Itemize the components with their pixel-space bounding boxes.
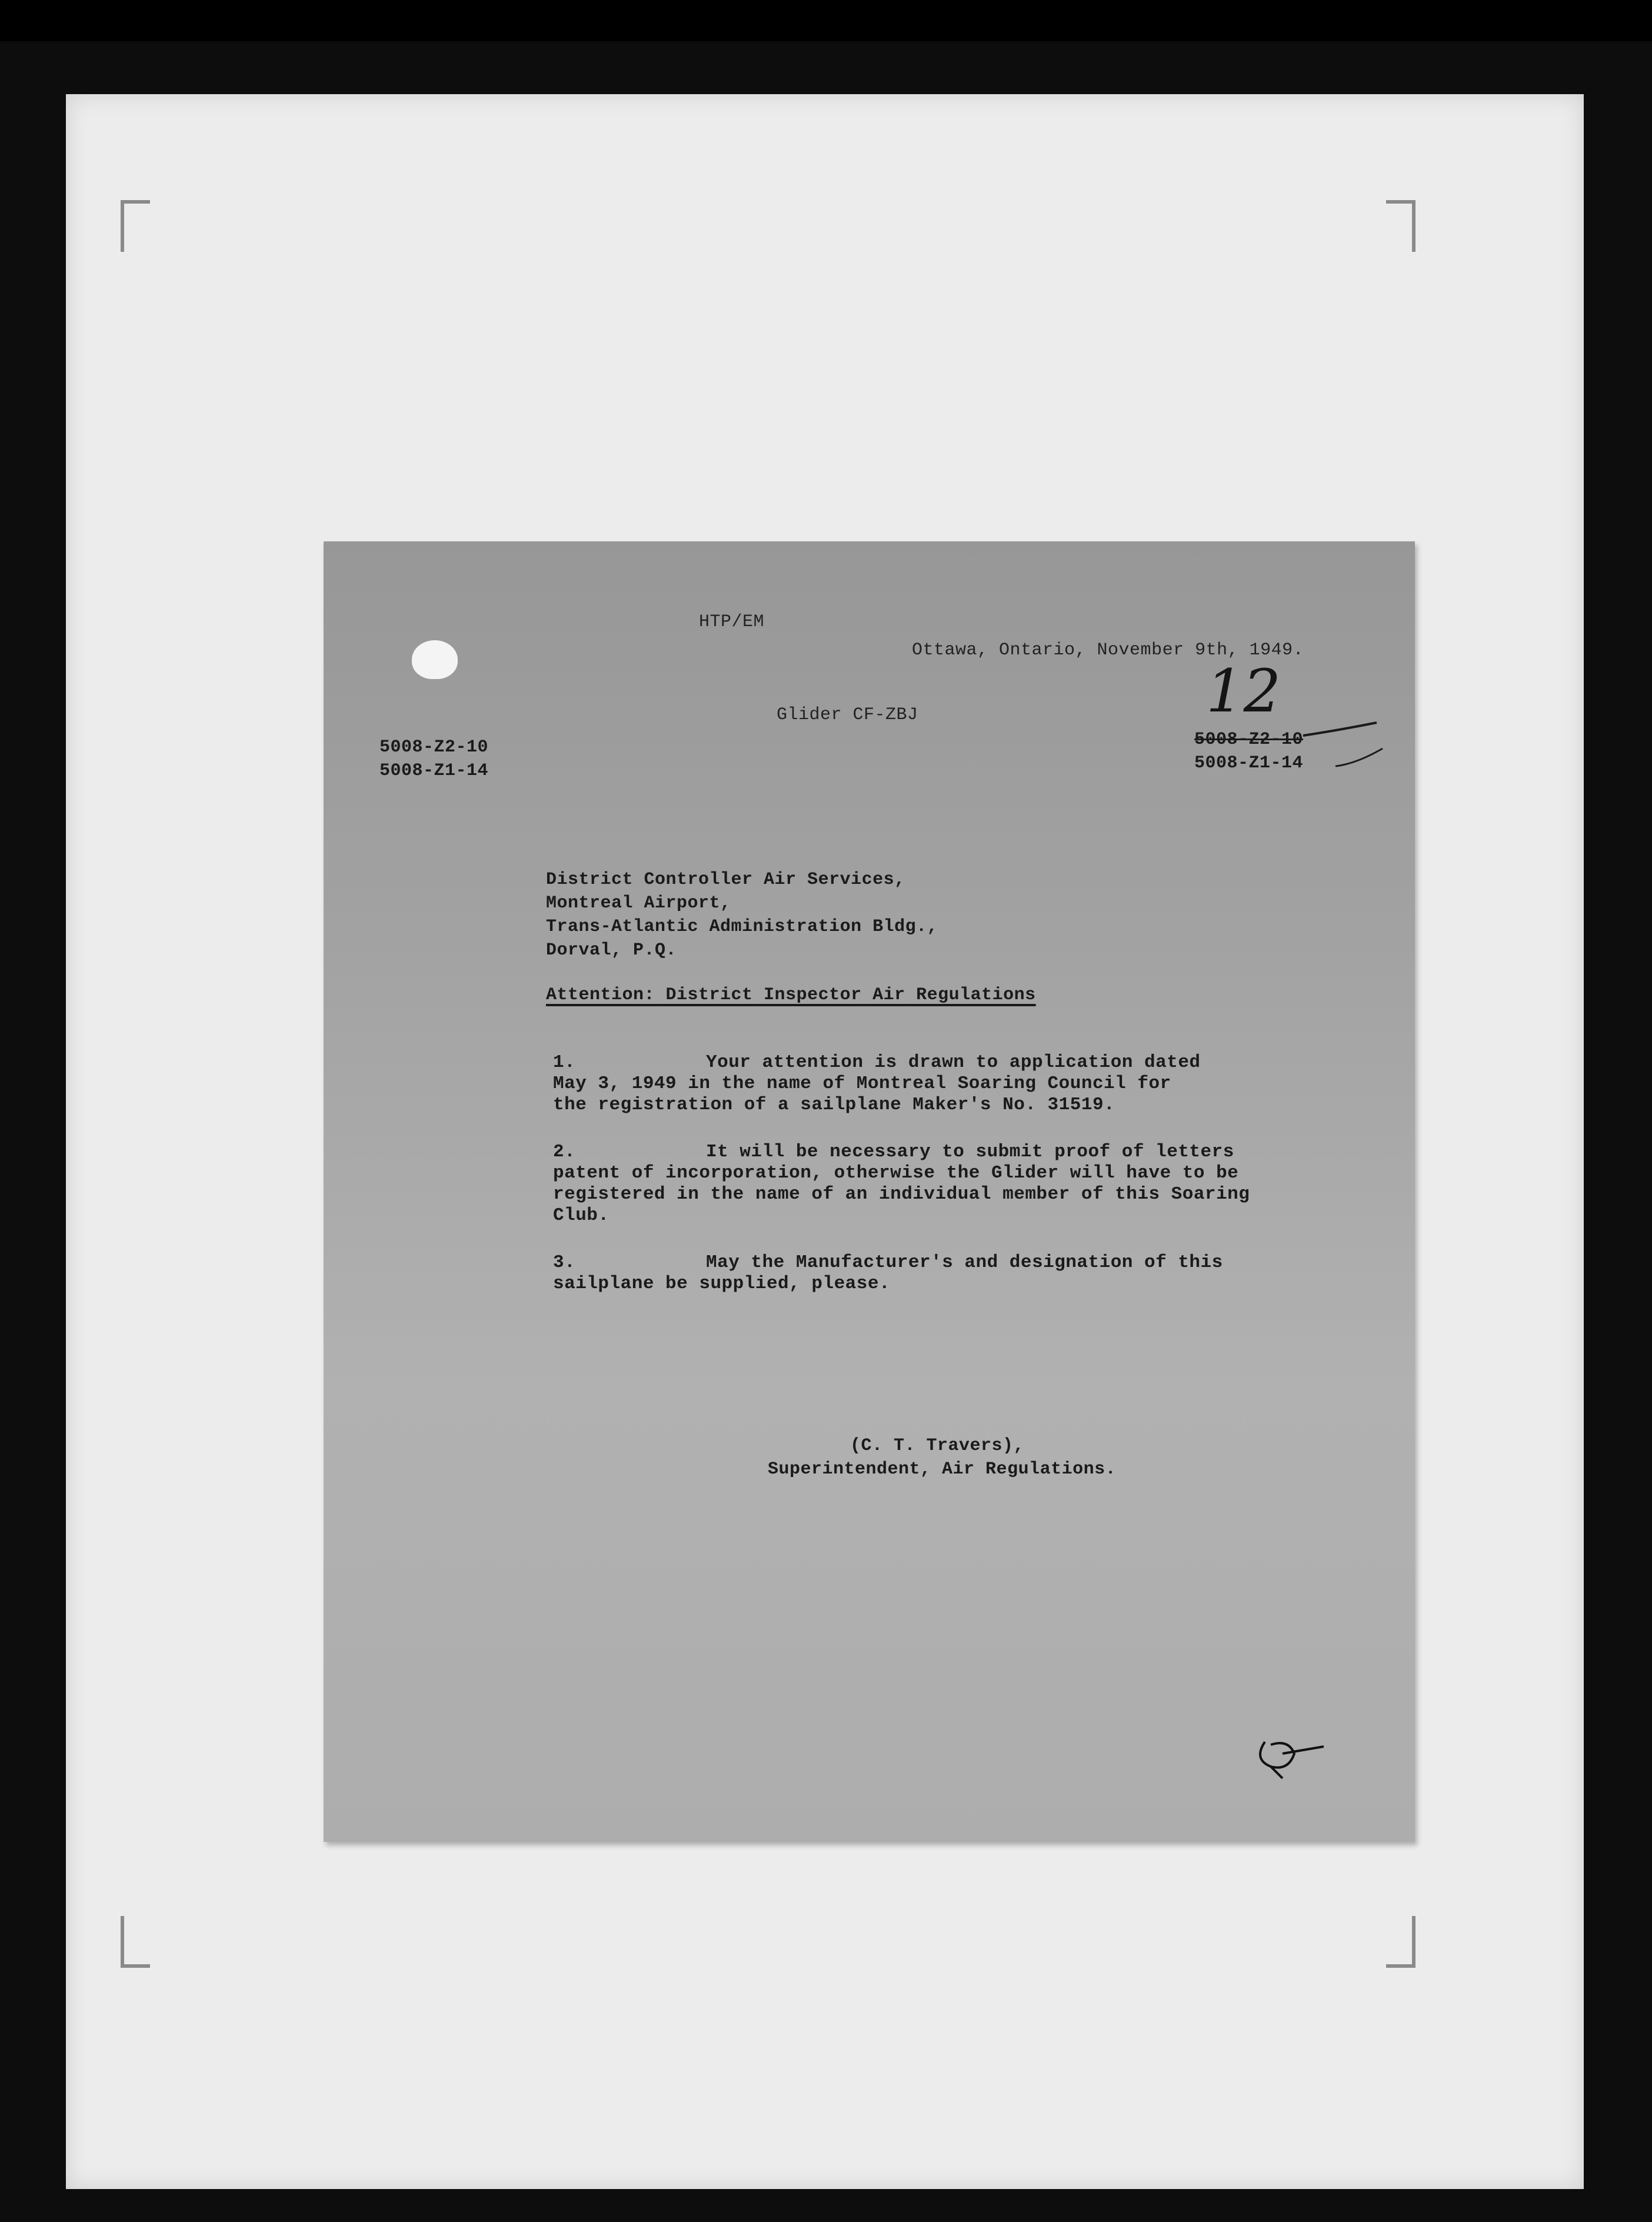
recipient-line-3: Trans-Atlantic Administration Bldg., xyxy=(546,917,938,937)
paragraph-1-line-2: May 3, 1949 in the name of Montreal Soaring Council for xyxy=(553,1073,1171,1094)
paragraph-2-number: 2. xyxy=(553,1142,576,1162)
recipient-line-1: District Controller Air Services, xyxy=(546,870,905,890)
crop-mark-bottom-left xyxy=(121,1916,150,1968)
crop-mark-top-right xyxy=(1386,200,1415,252)
paragraph-2-line-3: registered in the name of an individual member of this Soaring xyxy=(553,1184,1250,1205)
handwritten-folio-number: 12 xyxy=(1206,657,1281,726)
punch-hole xyxy=(412,640,458,679)
paragraph-1-line-1: Your attention is drawn to application dated xyxy=(706,1052,1201,1073)
paragraph-3-number: 3. xyxy=(553,1252,576,1273)
film-strip xyxy=(0,0,1652,41)
crop-mark-bottom-right xyxy=(1386,1916,1415,1968)
paragraph-2-line-2: patent of incorporation, otherwise the Glider will have to be xyxy=(553,1163,1239,1183)
letter-page xyxy=(324,541,1415,1842)
paragraph-3-line-1: May the Manufacturer's and designation of this xyxy=(706,1252,1223,1273)
handwritten-check-marks xyxy=(1300,718,1388,789)
file-number-right-2: 5008-Z1-14 xyxy=(1194,753,1304,773)
recipient-line-4: Dorval, P.Q. xyxy=(546,940,677,960)
reference-initials: HTP/EM xyxy=(699,612,765,632)
signature-name: (C. T. Travers), xyxy=(850,1436,1025,1456)
file-number-right-1: 5008-Z2-10 xyxy=(1194,730,1304,750)
subject: Glider CF-ZBJ xyxy=(777,705,918,725)
paragraph-1-line-3: the registration of a sailplane Maker's No. 31519. xyxy=(553,1095,1115,1115)
file-number-left-2: 5008-Z1-14 xyxy=(379,761,489,781)
signature-title: Superintendent, Air Regulations. xyxy=(768,1459,1117,1479)
paragraph-3-line-2: sailplane be supplied, please. xyxy=(553,1273,891,1294)
paragraph-1-number: 1. xyxy=(553,1052,576,1073)
paragraph-2-line-1: It will be necessary to submit proof of letters xyxy=(706,1142,1234,1162)
handwritten-initials xyxy=(1247,1730,1330,1783)
paragraph-2-line-4: Club. xyxy=(553,1205,609,1226)
place-date: Ottawa, Ontario, November 9th, 1949. xyxy=(912,640,1304,660)
attention-line: Attention: District Inspector Air Regulations xyxy=(546,985,1036,1005)
recipient-line-2: Montreal Airport, xyxy=(546,893,731,913)
crop-mark-top-left xyxy=(121,200,150,252)
file-number-left-1: 5008-Z2-10 xyxy=(379,737,489,757)
